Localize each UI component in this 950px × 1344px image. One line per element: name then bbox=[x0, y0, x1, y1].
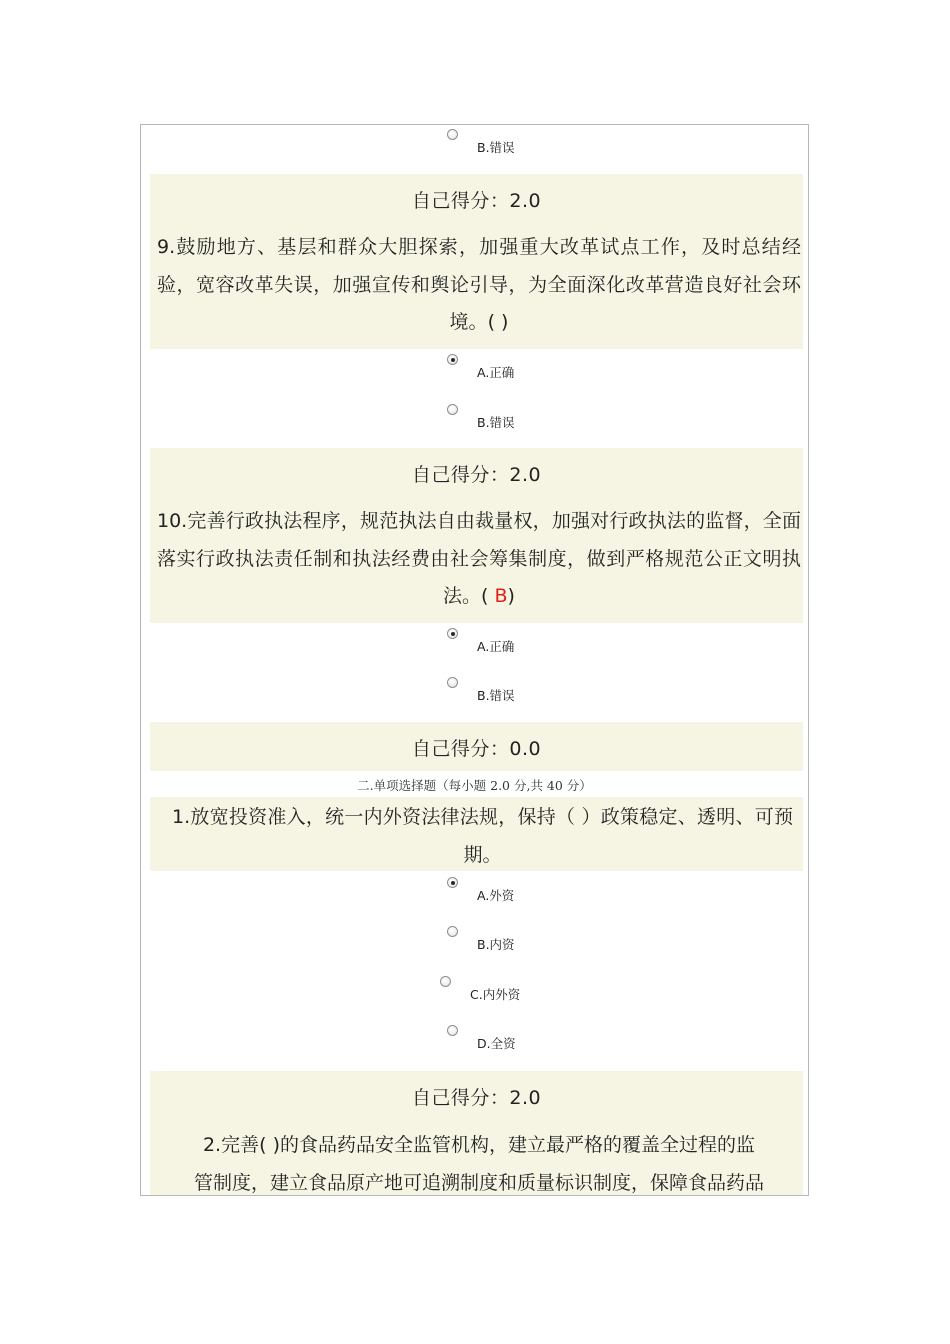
score-block-10 bbox=[150, 722, 803, 771]
radio-icon[interactable] bbox=[447, 404, 458, 415]
option-label: B.错误 bbox=[477, 140, 515, 155]
section-title: 二.单项选择题（每小题 2.0 分,共 40 分） bbox=[357, 778, 592, 793]
option-label: B.错误 bbox=[477, 688, 515, 703]
option-label: A.正确 bbox=[477, 365, 515, 380]
option-label: D.全资 bbox=[477, 1036, 516, 1051]
score-text: 自己得分：2.0 bbox=[411, 464, 542, 486]
radio-checked-icon[interactable] bbox=[447, 628, 458, 639]
score-text: 自己得分：2.0 bbox=[411, 190, 542, 212]
quiz-frame bbox=[140, 124, 809, 1196]
question-text-s2-2: 2.完善( )的食品药品安全监管机构，建立最严格的覆盖全过程的监 管制度，建立食品原产地可追溯制度和质量标识制度，保障食品药品 bbox=[193, 1134, 764, 1194]
correct-answer: B bbox=[494, 585, 508, 607]
option-label: A.外资 bbox=[477, 888, 515, 903]
radio-icon[interactable] bbox=[447, 1025, 458, 1036]
option-label: B.内资 bbox=[477, 937, 515, 952]
radio-icon[interactable] bbox=[447, 926, 458, 937]
radio-checked-icon[interactable] bbox=[447, 354, 458, 365]
question-block-s2-2 bbox=[150, 1071, 803, 1196]
question-text-10: 10.完善行政执法程序，规范执法自由裁量权，加强对行政执法的监督，全面落实行政执法责任制和执法经费由社会筹集制度，做到严格规范公正文明执法。( B) bbox=[157, 510, 801, 607]
option-label: A.正确 bbox=[477, 639, 515, 654]
radio-icon[interactable] bbox=[447, 129, 458, 140]
question-block-9 bbox=[150, 174, 803, 349]
option-label: B.错误 bbox=[477, 415, 515, 430]
question-block-s2-1 bbox=[150, 797, 803, 871]
radio-icon[interactable] bbox=[440, 976, 451, 987]
radio-checked-icon[interactable] bbox=[447, 877, 458, 888]
score-text: 自己得分：2.0 bbox=[411, 1087, 542, 1109]
question-text-s2-1: 1.放宽投资准入，统一内外资法律法规，保持（ ）政策稳定、透明、可预期。 bbox=[172, 806, 793, 866]
radio-icon[interactable] bbox=[447, 677, 458, 688]
question-block-10 bbox=[150, 448, 803, 623]
question-text-9: 9.鼓励地方、基层和群众大胆探索，加强重大改革试点工作，及时总结经验，宽容改革失误，加强宣传和舆论引导，为全面深化改革营造良好社会环境。( ) bbox=[157, 236, 801, 333]
score-text: 自己得分：0.0 bbox=[411, 738, 542, 760]
option-label: C.内外资 bbox=[470, 987, 521, 1002]
